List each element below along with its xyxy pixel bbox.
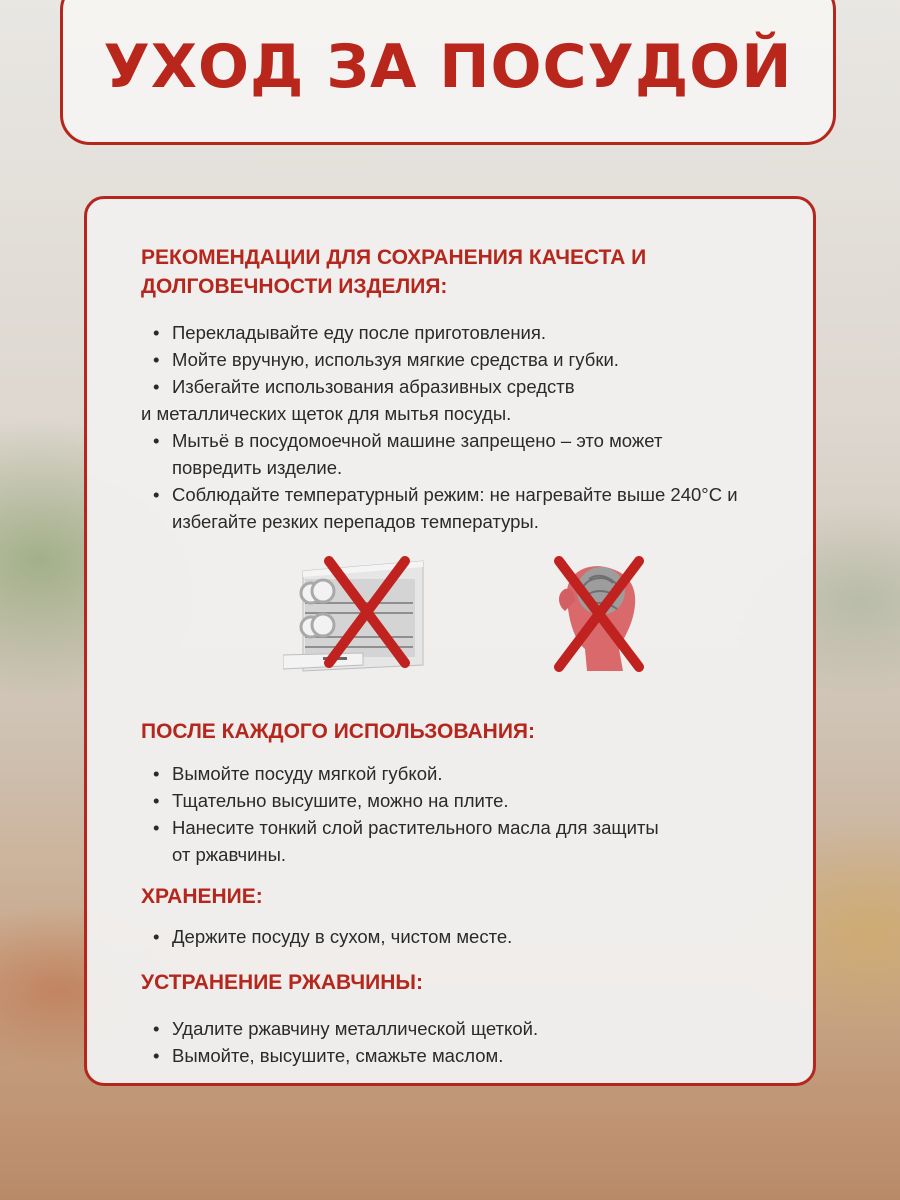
list-item: • Удалите ржавчину металлической щеткой. <box>141 1015 773 1042</box>
storage-heading: ХРАНЕНИЕ: <box>141 885 263 908</box>
rust-removal-list <box>141 1015 773 1069</box>
list-item: • Вымойте посуду мягкой губкой. <box>141 760 773 787</box>
prohibited-images <box>141 553 773 693</box>
after-use-list <box>141 760 773 868</box>
after-use-heading: ПОСЛЕ КАЖДОГО ИСПОЛЬЗОВАНИЯ: <box>141 720 536 743</box>
recommendations-list-cont <box>141 427 773 535</box>
list-item: • Перекладывайте еду после приготовления. <box>141 319 773 346</box>
steel-sponge-crossed-icon <box>527 553 677 677</box>
dishwasher-crossed-icon <box>283 553 433 677</box>
care-card <box>84 196 816 1086</box>
list-item: • Тщательно высушите, можно на плите. <box>141 787 773 814</box>
list-item: • Соблюдайте температурный режим: не нагревайте выше 240°C и избегайте резких перепадов температуры. <box>141 481 792 535</box>
list-item: • Нанесите тонкий слой растительного масла для защиты от ржавчины. <box>141 814 682 868</box>
recommendations-heading: РЕКОМЕНДАЦИИ ДЛЯ СОХРАНЕНИЯ КАЧЕСТА И ДОЛГОВЕЧНОСТИ ИЗДЕЛИЯ: <box>141 246 647 298</box>
list-item: • Держите посуду в сухом, чистом месте. <box>141 923 773 950</box>
list-item: • Вымойте, высушите, смажьте маслом. <box>141 1042 773 1069</box>
recommendations-list <box>141 319 773 400</box>
page-title: УХОД ЗА ПОСУДОЙ <box>103 32 793 102</box>
storage-list <box>141 923 773 950</box>
rust-removal-heading: УСТРАНЕНИЕ РЖАВЧИНЫ: <box>141 971 423 994</box>
list-item: • Избегайте использования абразивных средств <box>141 373 773 400</box>
list-item: • Мойте вручную, используя мягкие средства и губки. <box>141 346 773 373</box>
list-item-continuation: и металлических щеток для мытья посуды. <box>141 403 512 424</box>
header-banner <box>60 0 836 145</box>
list-item: • Мытьё в посудомоечной машине запрещено – это может повредить изделие. <box>141 427 732 481</box>
